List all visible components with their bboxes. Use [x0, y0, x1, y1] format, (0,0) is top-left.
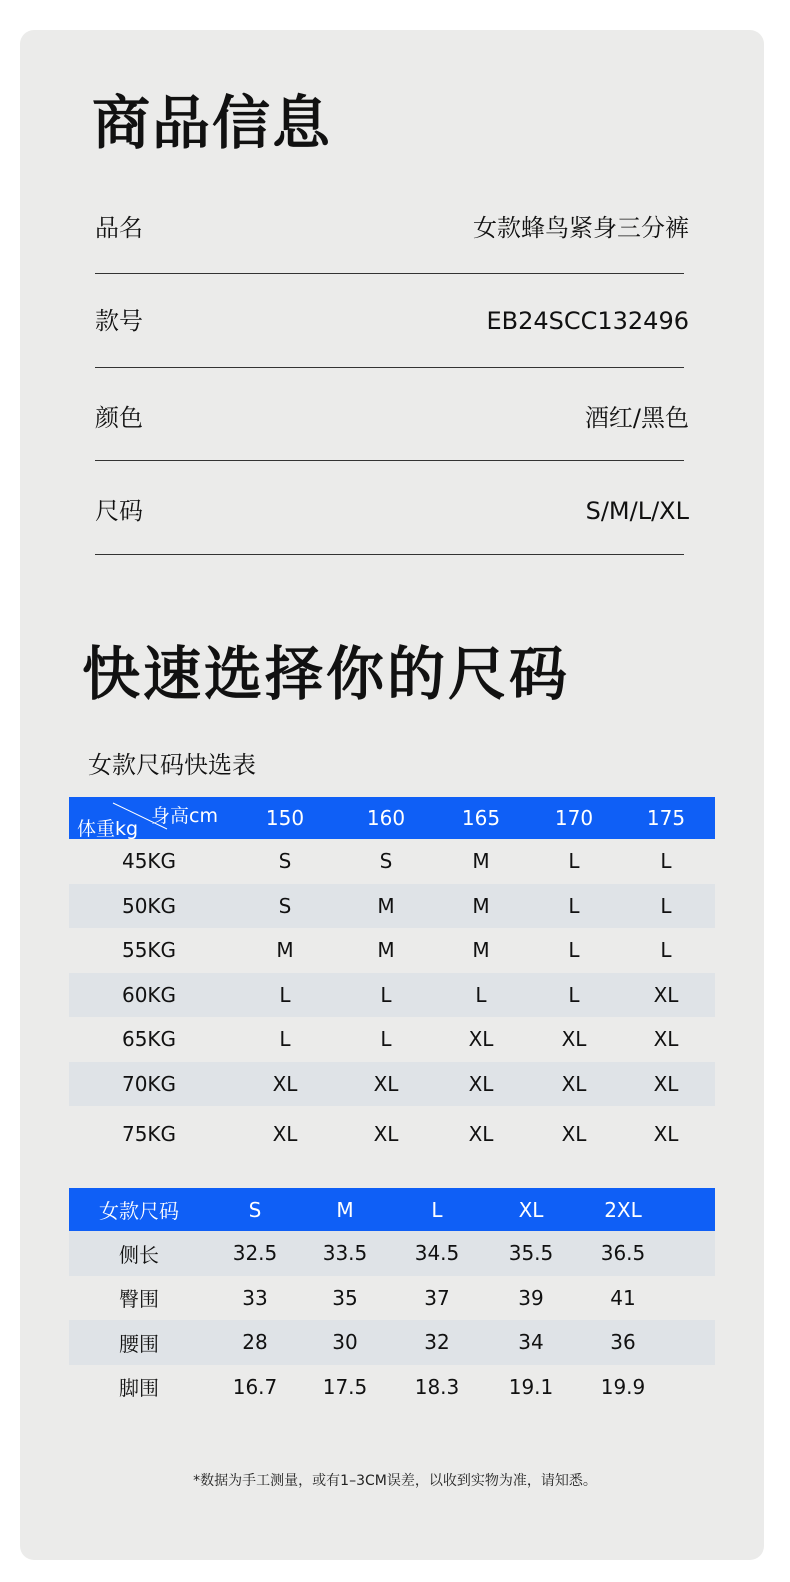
size-cell: L — [279, 982, 291, 1007]
info-value: S/M/L/XL — [585, 497, 689, 525]
height-header: 170 — [554, 806, 594, 830]
measure-value: 17.5 — [322, 1374, 368, 1399]
weight-cell: 55KG — [121, 938, 177, 963]
weight-cell: 70KG — [121, 1071, 177, 1096]
weight-cell: 65KG — [121, 1027, 177, 1052]
measure-value: 30 — [332, 1330, 358, 1355]
size-cell: XL — [468, 1122, 494, 1146]
measure-value: 32.5 — [232, 1241, 278, 1266]
table-row — [69, 1276, 715, 1321]
measure-value: 18.3 — [414, 1374, 460, 1399]
size-cell: XL — [653, 1027, 679, 1052]
measure-value: 33.5 — [322, 1241, 368, 1266]
table-row — [69, 839, 715, 884]
measure-label: 侧长 — [119, 1242, 159, 1267]
size-header: M — [336, 1197, 354, 1222]
table-row — [69, 1017, 715, 1062]
measurement-table — [69, 1188, 715, 1409]
table-row — [69, 1231, 715, 1276]
weight-cell: 45KG — [121, 849, 177, 874]
size-cell: M — [377, 893, 395, 918]
measure-value: 16.7 — [232, 1374, 278, 1399]
info-value: 女款蜂鸟紧身三分裤 — [473, 214, 689, 242]
size-header: L — [431, 1197, 443, 1222]
size-cell: L — [660, 893, 672, 918]
measure-value: 19.9 — [600, 1374, 646, 1399]
measure-value: 39 — [518, 1285, 544, 1310]
measure-value: 28 — [242, 1330, 268, 1355]
size-cell: L — [660, 938, 672, 963]
size-cell: XL — [653, 1122, 679, 1146]
size-cell: XL — [653, 1071, 679, 1096]
product-info-title: 商品信息 — [92, 89, 333, 157]
measure-value: 19.1 — [508, 1374, 554, 1399]
height-header: 160 — [366, 806, 406, 830]
table-row — [69, 884, 715, 929]
info-value: EB24SCC132496 — [486, 307, 689, 335]
weight-cell: 50KG — [121, 893, 177, 918]
size-cell: L — [568, 893, 580, 918]
size-chart-header — [69, 797, 715, 839]
size-cell: L — [660, 849, 672, 874]
size-cell: L — [568, 938, 580, 963]
divider — [95, 554, 684, 555]
size-cell: M — [472, 893, 490, 918]
measure-value: 41 — [610, 1285, 636, 1310]
size-header: XL — [518, 1197, 544, 1222]
size-cell: XL — [373, 1071, 399, 1096]
size-cell: XL — [561, 1071, 587, 1096]
measurement-note: *数据为手工测量，或有1–3CM误差，以收到实物为准，请知悉。 — [193, 1473, 597, 1489]
measure-value: 32 — [424, 1330, 450, 1355]
measure-value: 36.5 — [600, 1241, 646, 1266]
size-cell: XL — [272, 1122, 298, 1146]
size-cell: XL — [468, 1071, 494, 1096]
size-cell: M — [276, 938, 294, 963]
table-row — [69, 928, 715, 973]
size-cell: M — [377, 938, 395, 963]
size-cell: M — [472, 938, 490, 963]
table-row — [69, 1106, 715, 1162]
measure-value: 35 — [332, 1285, 358, 1310]
weight-cell: 60KG — [121, 982, 177, 1007]
size-cell: XL — [272, 1071, 298, 1096]
measure-label: 脚围 — [119, 1376, 159, 1401]
measure-label: 腰围 — [119, 1331, 159, 1356]
divider — [95, 367, 684, 368]
size-cell: L — [380, 1027, 392, 1052]
size-guide-title: 快速选择你的尺码 — [82, 640, 571, 708]
size-cell: XL — [561, 1122, 587, 1146]
size-cell: XL — [373, 1122, 399, 1146]
measure-label: 臀围 — [119, 1287, 159, 1312]
height-header: 165 — [461, 806, 501, 830]
divider — [95, 273, 684, 274]
size-guide-subtitle: 女款尺码快选表 — [88, 751, 256, 779]
measure-value: 34.5 — [414, 1241, 460, 1266]
size-cell: L — [380, 982, 392, 1007]
size-cell: S — [278, 849, 292, 874]
measure-value: 36 — [610, 1330, 636, 1355]
size-cell: XL — [468, 1027, 494, 1052]
measurement-header — [69, 1188, 715, 1231]
divider — [95, 460, 684, 461]
size-cell: L — [568, 982, 580, 1007]
info-value: 酒红/黑色 — [584, 404, 689, 432]
info-label: 颜色 — [95, 404, 143, 432]
weight-cell: 75KG — [121, 1122, 177, 1146]
height-axis-label: 身高cm — [151, 805, 218, 827]
size-cell: XL — [653, 982, 679, 1007]
size-cell: L — [475, 982, 487, 1007]
size-cell: S — [379, 849, 393, 874]
table-row — [69, 973, 715, 1018]
corner-cell — [69, 797, 229, 839]
info-row-name — [95, 208, 689, 248]
measure-value: 34 — [518, 1330, 544, 1355]
measure-value: 33 — [242, 1285, 268, 1310]
table-row — [69, 1062, 715, 1107]
height-header: 150 — [265, 806, 305, 830]
table-row — [69, 1365, 715, 1410]
info-label: 尺码 — [95, 497, 143, 525]
size-header: S — [248, 1197, 262, 1222]
size-cell: L — [568, 849, 580, 874]
size-chart-table — [69, 797, 715, 1162]
weight-axis-label: 体重kg — [77, 818, 139, 840]
size-cell: S — [278, 893, 292, 918]
info-row-size — [95, 491, 689, 531]
info-label: 款号 — [95, 307, 143, 335]
info-label: 品名 — [95, 214, 143, 242]
measure-value: 35.5 — [508, 1241, 554, 1266]
measure-value: 37 — [424, 1285, 450, 1310]
height-header: 175 — [646, 806, 686, 830]
size-header: 2XL — [604, 1197, 642, 1222]
size-header-label: 女款尺码 — [99, 1199, 179, 1223]
info-row-style-number — [95, 301, 689, 341]
size-cell: M — [472, 849, 490, 874]
info-row-color — [95, 398, 689, 438]
size-cell: XL — [561, 1027, 587, 1052]
table-row — [69, 1320, 715, 1365]
size-cell: L — [279, 1027, 291, 1052]
